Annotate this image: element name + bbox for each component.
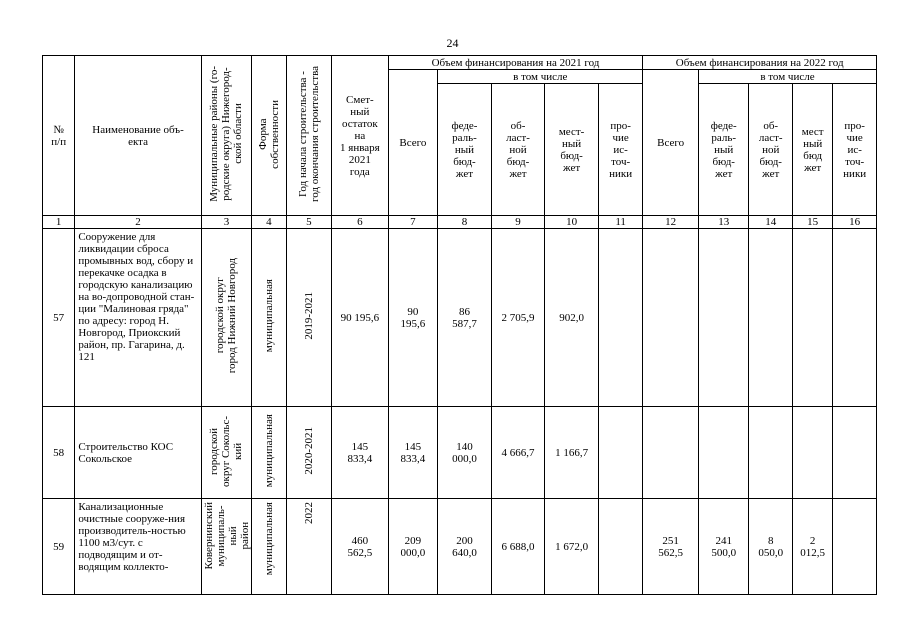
col-number: 10 [545,216,599,229]
column-number-row [43,216,877,229]
col-number: 4 [252,216,286,229]
header-fed-2022: феде- раль- ный бюд- жет [698,84,749,216]
table-row [43,407,877,499]
local-2021-cell: 1 672,0 [545,499,599,595]
object-name: Строительство КОС Сокольское [75,407,201,499]
header-reg-2021: об- ласт- ной бюд- жет [491,84,545,216]
header-col-remainder: Смет- ный остаток на 1 января 2021 года [332,56,389,216]
federal-2021-cell: 140 000,0 [438,407,492,499]
district-cell: Ковернинский муниципаль- ный район [201,499,252,595]
total-2021-cell: 209 000,0 [388,499,438,595]
col-number: 16 [833,216,877,229]
remainder-cell: 145 833,4 [332,407,389,499]
federal-2021-cell: 200 640,0 [438,499,492,595]
header-loc-2021: мест- ный бюд- жет [545,84,599,216]
years-cell: 2019-2021 [286,229,331,407]
col-number: 15 [792,216,832,229]
federal-2022-cell: 241 500,0 [698,499,749,595]
total-2021-cell: 90 195,6 [388,229,438,407]
district-cell: городской округ Сокольс- кий [201,407,252,499]
header-fin-2021: Объем финансирования на 2021 год [388,56,643,70]
other-2022-cell [833,229,877,407]
row-number: 59 [43,499,75,595]
col-number: 5 [286,216,331,229]
regional-2022-cell [749,229,792,407]
header-fed-2021: феде- раль- ный бюд- жет [438,84,492,216]
header-oth-2022: про- чие ис- точ- ники [833,84,877,216]
regional-2022-cell: 8 050,0 [749,499,792,595]
table-row [43,499,877,595]
object-name: Канализационные очистные сооруже-ния производитель-ностью 1100 м3/сут. с подводящим и от-водящим коллекто- [75,499,201,595]
ownership-cell: муниципальная [252,407,286,499]
header-total-2022: Всего [643,70,699,216]
header-col-ownership: Форма собственности [252,56,286,216]
header-oth-2021: про- чие ис- точ- ники [598,84,642,216]
total-2022-cell: 251 562,5 [643,499,699,595]
col-number: 2 [75,216,201,229]
header-incl-2021: в том числе [438,70,643,84]
local-2022-cell [792,407,832,499]
col-number: 3 [201,216,252,229]
regional-2021-cell: 2 705,9 [491,229,545,407]
row-number: 57 [43,229,75,407]
header-col-name: Наименование объ- екта [75,56,201,216]
col-number: 6 [332,216,389,229]
years-cell: 2022 [286,499,331,595]
header-col-district: Муниципальные районы (го- родские округа) Нижегород- ской области [201,56,252,216]
object-name: Сооружение для ликвидации сброса промывных вод, сбору и перекачке осадка в городскую канализацию на во-допроводной стан-ции "Малиновая гряда" по адресу: город Н. Новгород, Приокский район, пр. Гагарина, д. 121 [75,229,201,407]
col-number: 13 [698,216,749,229]
col-number: 14 [749,216,792,229]
ownership-cell: муниципальная [252,229,286,407]
col-number: 7 [388,216,438,229]
other-2022-cell [833,499,877,595]
financing-table [42,55,877,595]
header-loc-2022: мест ный бюд жет [792,84,832,216]
total-2022-cell [643,407,699,499]
years-cell: 2020-2021 [286,407,331,499]
local-2022-cell [792,229,832,407]
local-2021-cell: 1 166,7 [545,407,599,499]
total-2021-cell: 145 833,4 [388,407,438,499]
other-2022-cell [833,407,877,499]
regional-2022-cell [749,407,792,499]
remainder-cell: 460 562,5 [332,499,389,595]
col-number: 9 [491,216,545,229]
district-cell: городской округ город Нижний Новгород [201,229,252,407]
regional-2021-cell: 6 688,0 [491,499,545,595]
col-number: 12 [643,216,699,229]
header-row-1 [43,56,877,70]
ownership-cell: муниципальная [252,499,286,595]
header-reg-2022: об- ласт- ной бюд- жет [749,84,792,216]
header-incl-2022: в том числе [698,70,876,84]
local-2021-cell: 902,0 [545,229,599,407]
header-fin-2022: Объем финансирования на 2022 год [643,56,877,70]
federal-2021-cell: 86 587,7 [438,229,492,407]
remainder-cell: 90 195,6 [332,229,389,407]
total-2022-cell [643,229,699,407]
regional-2021-cell: 4 666,7 [491,407,545,499]
local-2022-cell: 2 012,5 [792,499,832,595]
other-2021-cell [598,499,642,595]
header-total-2021: Всего [388,70,438,216]
col-number: 8 [438,216,492,229]
row-number: 58 [43,407,75,499]
col-number: 1 [43,216,75,229]
federal-2022-cell [698,407,749,499]
other-2021-cell [598,229,642,407]
table-row [43,229,877,407]
page-number: 24 [446,36,459,50]
col-number: 11 [598,216,642,229]
header-col-years: Год начала строительства - год окончания строительства [286,56,331,216]
other-2021-cell [598,407,642,499]
header-col-num: № п/п [43,56,75,216]
federal-2022-cell [698,229,749,407]
